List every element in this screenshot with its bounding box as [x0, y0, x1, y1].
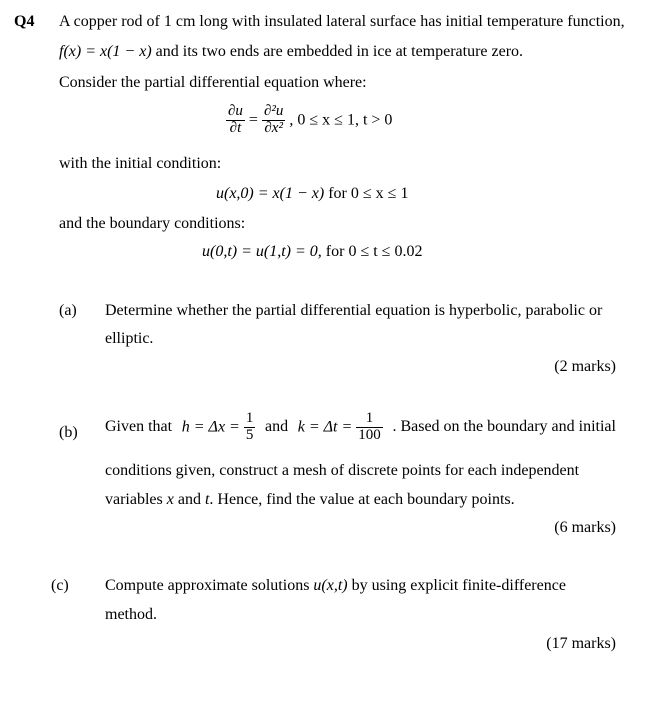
part-a-label: (a): [59, 302, 77, 319]
boundary-condition-range: for 0 ≤ t ≤ 0.02: [321, 243, 423, 260]
part-c-line-1: Compute approximate solutions u(x,t) by using explicit finite-difference: [105, 577, 566, 594]
part-a-marks: (2 marks): [554, 358, 616, 375]
part-a-line-2: elliptic.: [105, 330, 154, 347]
part-b-line-3: variables x and t. Hence, find the value at each boundary points.: [105, 491, 515, 508]
question-number: Q4: [14, 13, 35, 30]
h-definition: h = Δx = $\frac{1}{5}$: [181, 410, 254, 443]
intro-line-2: [59, 43, 523, 61]
part-c-marks: (17 marks): [546, 635, 616, 652]
pde-lhs: $\frac{\partial u}{\partial t}$: [228, 103, 243, 136]
k-definition: k = Δt = $\frac{1}{100}$: [297, 410, 381, 443]
initial-condition-eq: u(x,0) = x(1 − x): [216, 185, 325, 202]
part-c-line-2: method.: [105, 606, 157, 623]
pde-equation: $\frac{\partial u}{\partial t}$ = $\frac{\text{∂²u}}{\text{∂x²}}$ , 0 ≤ x ≤ 1, t > 0: [228, 103, 393, 136]
consider-text: Consider the partial differential equation where:: [59, 74, 367, 91]
initial-condition-range: for 0 ≤ x ≤ 1: [324, 185, 409, 202]
pde-domain: , 0 ≤ x ≤ 1, t > 0: [289, 111, 393, 129]
initial-function: f(x) = x(1 − x): [59, 43, 152, 60]
part-b-label: (b): [59, 424, 78, 441]
part-a-line-1: Determine whether the partial differential equation is hyperbolic, parabolic or: [105, 302, 603, 319]
k-fraction: $\frac{1}{100}$: [358, 410, 381, 443]
intro-line-2-text: and its two ends are embedded in ice at temperature zero.: [151, 43, 524, 60]
intro-line-1: A copper rod of 1 cm long with insulated lateral surface has initial temperature function,: [59, 13, 625, 30]
part-b-marks: (6 marks): [554, 519, 616, 536]
boundary-condition-label: and the boundary conditions:: [59, 215, 246, 232]
part-b-line-1: Given that h = Δx = $\frac{1}{5}$ and k = Δt = $\frac{1}{100}$ . Based on the boundary and initial: [105, 410, 616, 443]
initial-condition: [216, 185, 408, 203]
initial-condition-label: with the initial condition:: [59, 155, 222, 172]
pde-rhs: $\frac{\text{∂²u}}{\text{∂x²}}$: [263, 103, 284, 136]
part-c-label: (c): [51, 577, 69, 594]
boundary-condition-eq: u(0,t) = u(1,t) = 0,: [202, 243, 322, 260]
boundary-condition: [202, 243, 422, 261]
part-b-line-2: conditions given, construct a mesh of discrete points for each independent: [105, 462, 580, 479]
h-fraction: $\frac{1}{5}$: [245, 410, 254, 443]
